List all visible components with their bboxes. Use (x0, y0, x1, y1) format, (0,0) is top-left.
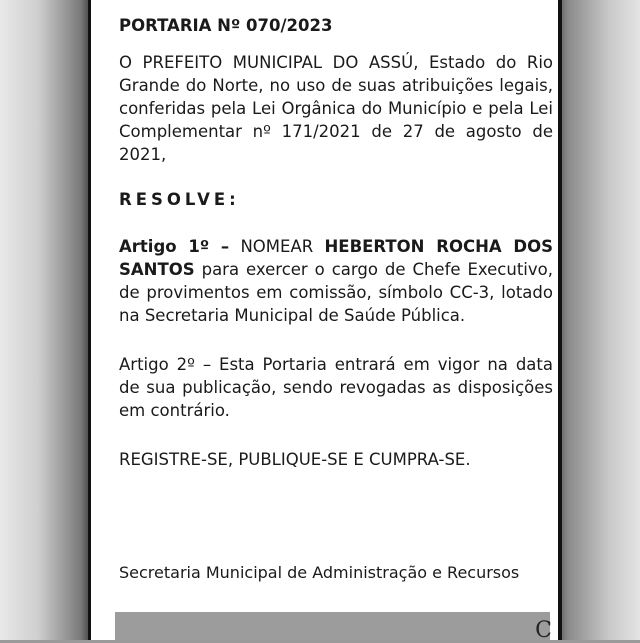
document-page (88, 0, 562, 643)
background-right (550, 0, 640, 640)
preamble-paragraph: O PREFEITO MUNICIPAL DO ASSÚ, Estado do Rio Grande do Norte, no uso de suas atribuições legais, conferidas pela Lei Orgânica do Município e pela Lei Complementar nº 171/2021 de 27 de agosto de 2021, (119, 53, 553, 164)
closing-statement: REGISTRE-SE, PUBLIQUE-SE E CUMPRA-SE. (119, 450, 471, 469)
resolve-heading: RESOLVE: (119, 190, 240, 209)
signature-line: Secretaria Municipal de Administração e Recursos (119, 563, 520, 582)
article-2-label: Artigo 2º – (119, 355, 212, 374)
article-1 (119, 235, 553, 327)
footer-partial-text: C (535, 618, 552, 643)
background-left (0, 0, 95, 640)
article-1-action: NOMEAR (240, 237, 314, 256)
document-content (119, 0, 554, 582)
article-2 (119, 353, 553, 422)
article-1-text: para exercer o cargo de Chefe Executivo, de provimentos em comissão, símbolo CC-3, lotado na Secretaria Municipal de Saúde Pública. (119, 260, 553, 325)
footer-band (115, 612, 552, 643)
article-2-text: Esta Portaria entrará em vigor na data de sua publicação, sendo revogadas as disposições em contrário. (119, 355, 553, 420)
document-title: PORTARIA Nº 070/2023 (119, 16, 333, 35)
article-1-label: Artigo 1º – (119, 237, 230, 256)
appointee-name: HEBERTON ROCHA DOS SANTOS (119, 237, 554, 279)
